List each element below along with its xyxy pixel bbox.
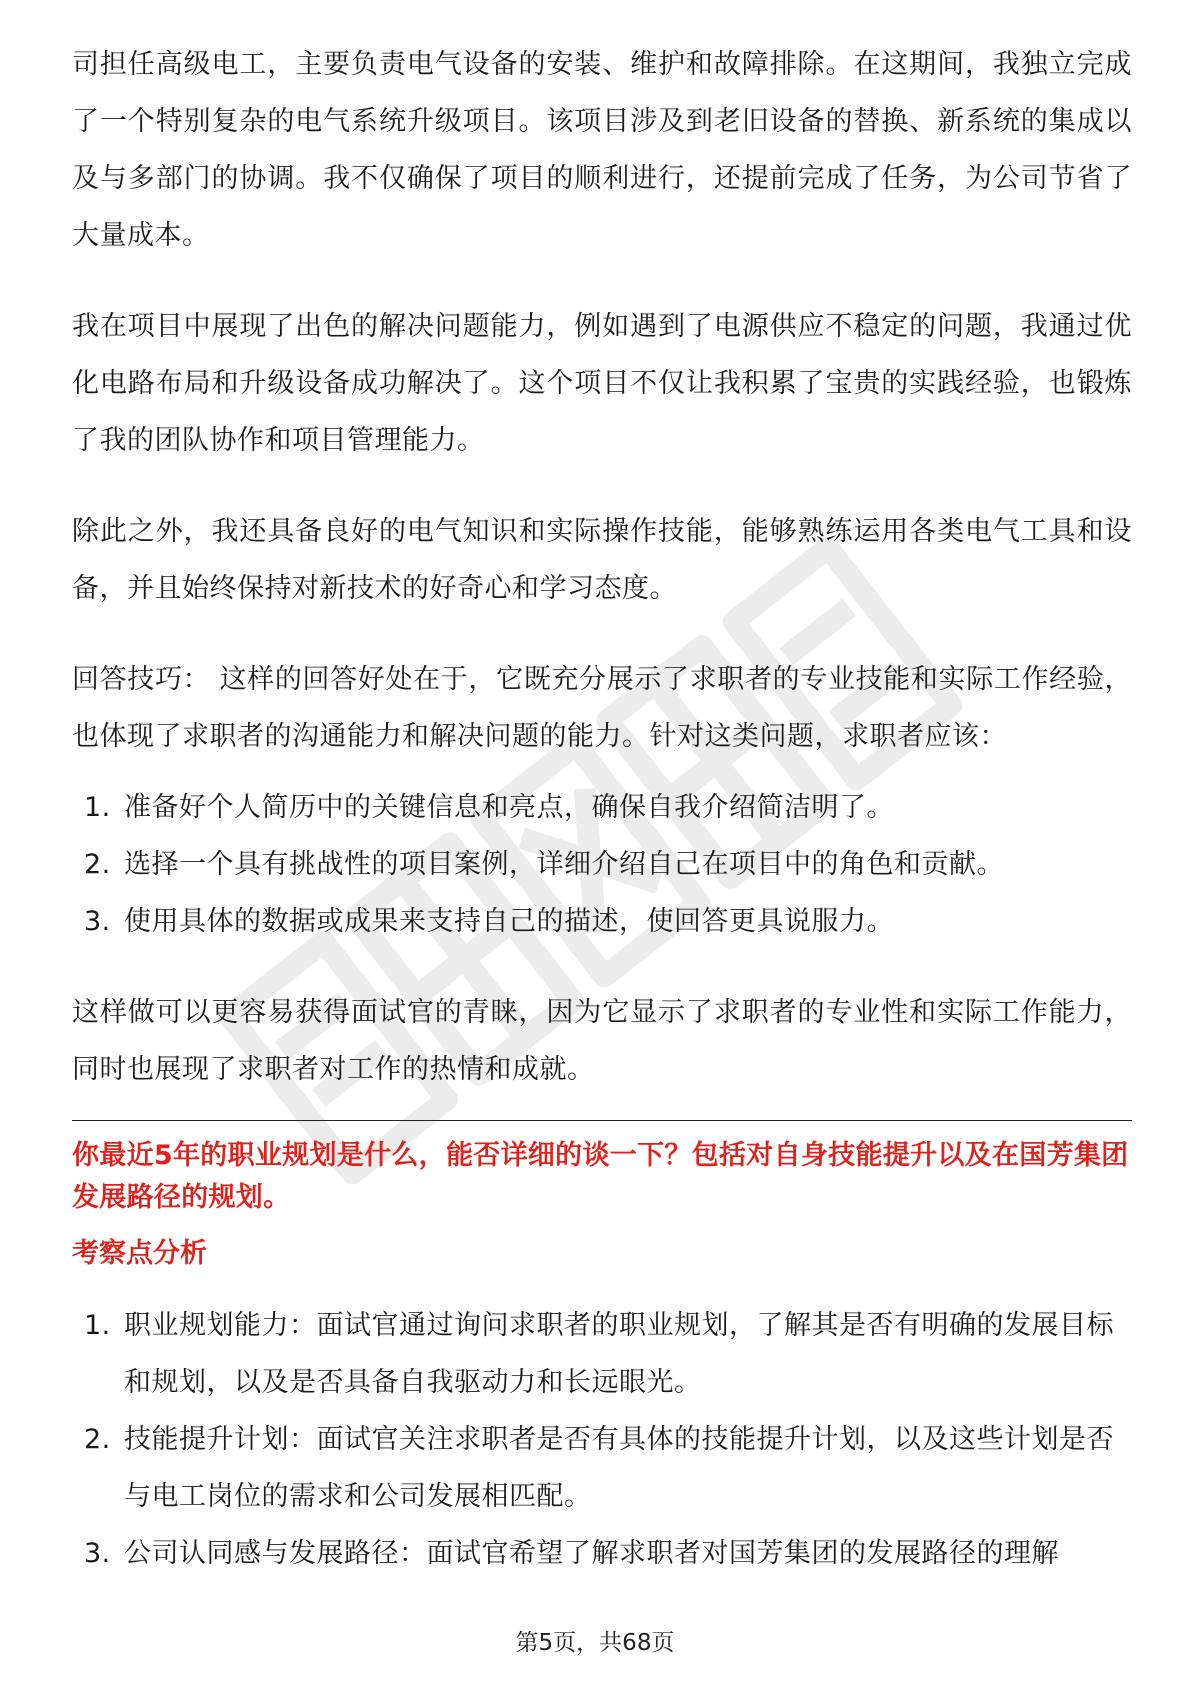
list-item <box>72 1525 1132 1582</box>
answer-tips-paragraph: 回答技巧： 这样的回答好处在于，它既充分展示了求职者的专业技能和实际工作经验，也体现了求职者的沟通能力和解决问题的能力。针对这类问题，求职者应该： <box>72 664 1132 752</box>
list-item <box>72 836 1132 893</box>
list-item-text: 准备好个人简历中的关键信息和亮点，确保自我介绍简洁明了。 <box>124 792 894 823</box>
list-item-number: 1. <box>84 792 111 823</box>
list-item-text: 技能提升计划：面试官关注求职者是否有具体的技能提升计划，以及这些计划是否与电工岗位的需求和公司发展相匹配。 <box>124 1424 1114 1512</box>
tips-list <box>72 779 1132 950</box>
list-item <box>72 893 1132 950</box>
analysis-list <box>72 1297 1132 1582</box>
closing-paragraph: 这样做可以更容易获得面试官的青睐，因为它显示了求职者的专业性和实际工作能力，同时也展现了求职者对工作的热情和成就。 <box>72 997 1132 1085</box>
section-divider <box>72 1120 1132 1121</box>
list-item-number: 2. <box>84 1424 111 1455</box>
answer-paragraph-2: 我在项目中展现了出色的解决问题能力，例如遇到了电源供应不稳定的问题，我通过优化电路布局和升级设备成功解决了。这个项目不仅让我积累了宝贵的实践经验，也锻炼了我的团队协作和项目管理能力。 <box>72 311 1132 456</box>
list-item-number: 1. <box>84 1310 111 1341</box>
interview-question: 你最近5年的职业规划是什么，能否详细的谈一下？包括对自身技能提升以及在国芳集团发展路径的规划。 <box>72 1140 1129 1213</box>
list-item-number: 2. <box>84 849 111 880</box>
document-page <box>72 36 1132 1616</box>
list-item-text: 公司认同感与发展路径：面试官希望了解求职者对国芳集团的发展路径的理解 <box>124 1538 1059 1569</box>
list-item-number: 3. <box>84 1538 111 1569</box>
list-item-text: 使用具体的数据或成果来支持自己的描述，使回答更具说服力。 <box>124 906 894 937</box>
list-item-text: 选择一个具有挑战性的项目案例，详细介绍自己在项目中的角色和贡献。 <box>124 849 1004 880</box>
list-item-text: 职业规划能力：面试官通过询问求职者的职业规划，了解其是否有明确的发展目标和规划，以及是否具备自我驱动力和长远眼光。 <box>124 1310 1114 1398</box>
list-item <box>72 1297 1132 1411</box>
answer-paragraph-3: 除此之外，我还具备良好的电气知识和实际操作技能，能够熟练运用各类电气工具和设备，并且始终保持对新技术的好奇心和学习态度。 <box>72 516 1132 604</box>
page-number-footer: 第5页，共68页 <box>515 1630 675 1656</box>
list-item <box>72 779 1132 836</box>
list-item <box>72 1411 1132 1525</box>
analysis-heading: 考察点分析 <box>72 1238 207 1269</box>
list-item-number: 3. <box>84 906 111 937</box>
answer-paragraph-1: 司担任高级电工，主要负责电气设备的安装、维护和故障排除。在这期间，我独立完成了一个特别复杂的电气系统升级项目。该项目涉及到老旧设备的替换、新系统的集成以及与多部门的协调。我不仅确保了项目的顺利进行，还提前完成了任务，为公司节省了大量成本。 <box>72 49 1132 251</box>
